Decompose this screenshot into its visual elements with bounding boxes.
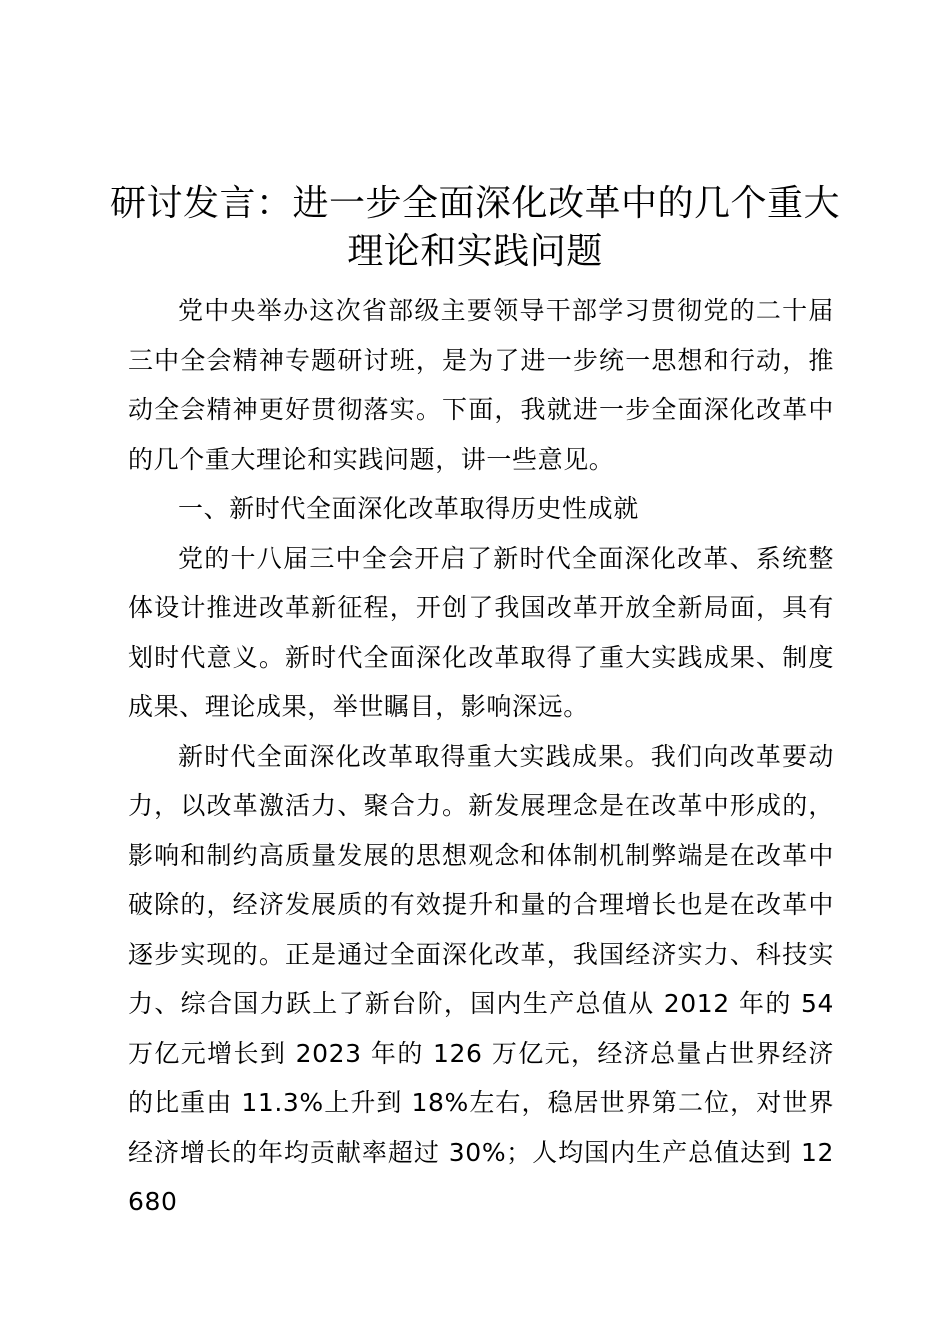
document-title: 研讨发言：进一步全面深化改革中的几个重大理论和实践问题 xyxy=(110,183,841,272)
body-paragraph: 党的十八届三中全会开启了新时代全面深化改革、系统整体设计推进改革新征程，开创了我国改革开放全新局面，具有划时代意义。新时代全面深化改革取得了重大实践成果、制度成果、理论成果，举世瞩目，影响深远。 xyxy=(128,543,834,721)
body-paragraph: 新时代全面深化改革取得重大实践成果。我们向改革要动力，以改革激活力、聚合力。新发展理念是在改革中形成的，影响和制约高质量发展的思想观念和体制机制弊端是在改革中破除的，经济发展质的有效提升和量的合理增长也是在改革中逐步实现的。正是通过全面深化改革，我国经济实力、科技实力、综合国力跃上了新台阶，国内生产总值从 2012 年的 54 万亿元增长到 2023 年的 126 万亿元，经济总量占世界经济的比重由 11.3%上升到 18%左右，稳居世界第二位，对世界经济增长的年均贡献率超过 30%；人均国内生产总值达到 12680 xyxy=(128,741,834,1216)
section-heading: 一、新时代全面深化改革取得历史性成就 xyxy=(178,494,639,523)
document-body xyxy=(128,286,834,1227)
intro-paragraph: 党中央举办这次省部级主要领导干部学习贯彻党的二十届三中全会精神专题研讨班，是为了进一步统一思想和行动，推动全会精神更好贯彻落实。下面，我就进一步全面深化改革中的几个重大理论和实践问题，讲一些意见。 xyxy=(128,296,834,474)
